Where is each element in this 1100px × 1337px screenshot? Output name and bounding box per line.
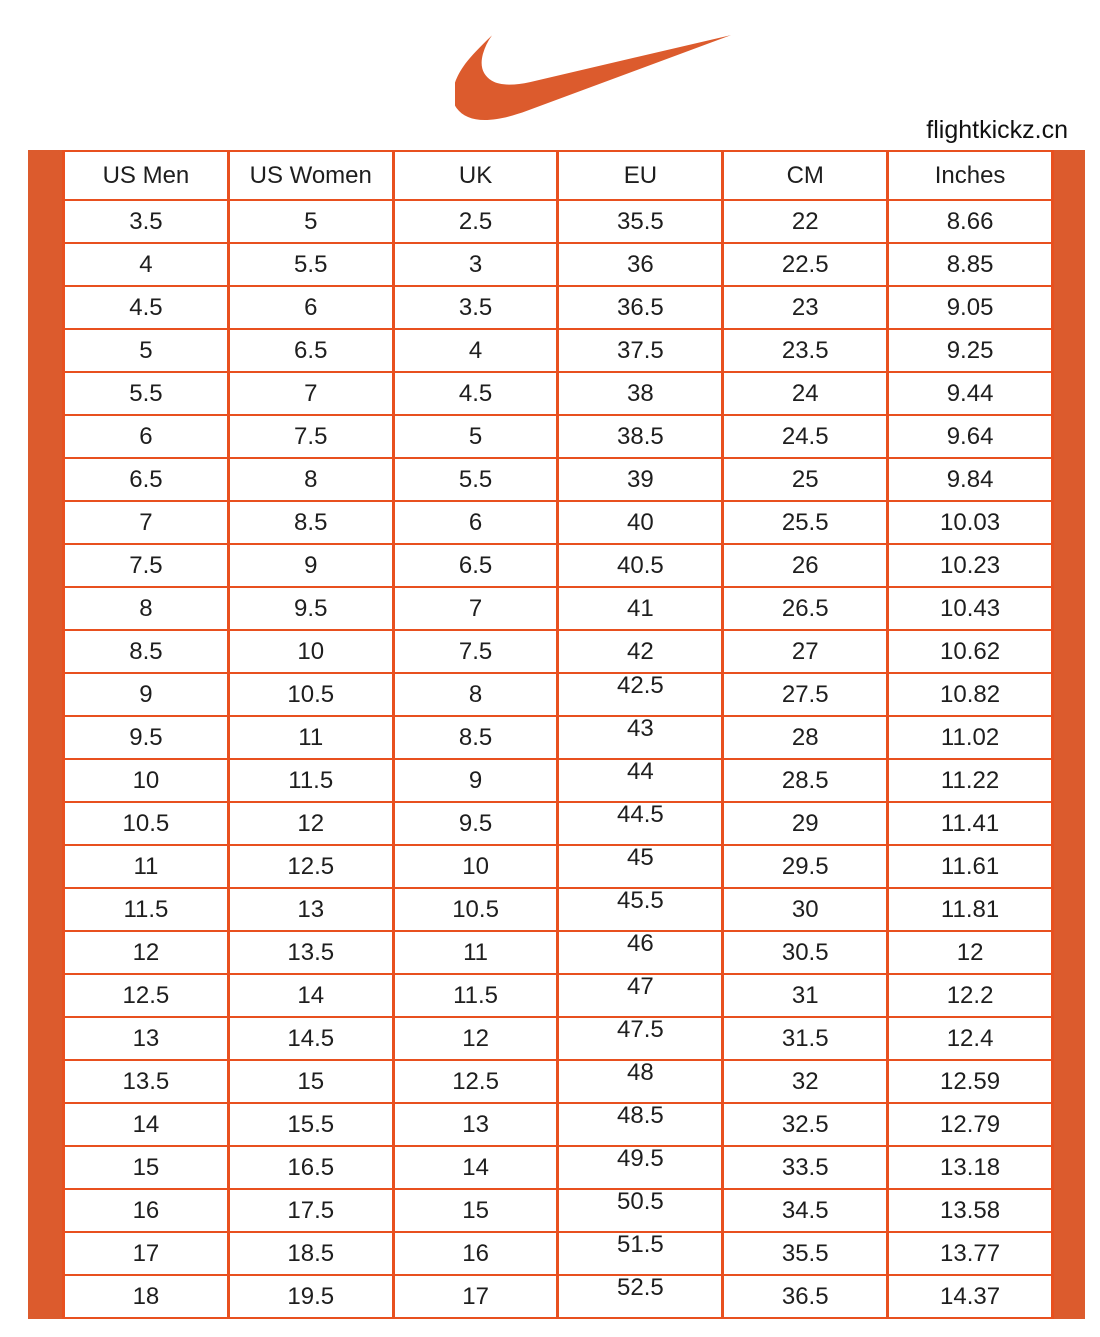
size-cell: 12.5 [228, 845, 393, 888]
size-cell: 16.5 [228, 1146, 393, 1189]
size-cell: 29.5 [723, 845, 888, 888]
size-cell: 24 [723, 372, 888, 415]
size-cell: 24.5 [723, 415, 888, 458]
size-cell: 5.5 [393, 458, 558, 501]
size-row [64, 802, 1053, 845]
size-row [64, 458, 1053, 501]
size-cell: 26.5 [723, 587, 888, 630]
size-cell: 11 [228, 716, 393, 759]
size-cell: 36 [558, 243, 723, 286]
size-cell: 7 [64, 501, 229, 544]
size-cell: 8 [393, 673, 558, 716]
size-cell: 13.5 [64, 1060, 229, 1103]
size-cell: 14 [64, 1103, 229, 1146]
size-cell: 11.81 [888, 888, 1053, 931]
size-cell: 12 [393, 1017, 558, 1060]
size-row [64, 243, 1053, 286]
size-cell: 10.5 [64, 802, 229, 845]
size-cell: 13.58 [888, 1189, 1053, 1232]
size-cell: 28.5 [723, 759, 888, 802]
size-row [64, 544, 1053, 587]
size-cell: 48.5 [558, 1103, 723, 1146]
size-cell: 25 [723, 458, 888, 501]
size-cell: 2.5 [393, 200, 558, 243]
size-row [64, 845, 1053, 888]
size-cell: 35.5 [723, 1232, 888, 1275]
column-header-us-men: US Men [64, 151, 229, 200]
column-header-uk: UK [393, 151, 558, 200]
size-row [64, 1146, 1053, 1189]
size-cell: 9.44 [888, 372, 1053, 415]
size-row [64, 286, 1053, 329]
column-header-inches: Inches [888, 151, 1053, 200]
size-cell: 8.5 [64, 630, 229, 673]
size-cell: 6 [393, 501, 558, 544]
header-row [64, 151, 1053, 200]
size-row [64, 759, 1053, 802]
size-cell: 3.5 [393, 286, 558, 329]
size-cell: 10 [393, 845, 558, 888]
size-cell: 14 [228, 974, 393, 1017]
size-cell: 37.5 [558, 329, 723, 372]
size-cell: 11.5 [393, 974, 558, 1017]
size-cell: 8.66 [888, 200, 1053, 243]
size-cell: 26 [723, 544, 888, 587]
size-cell: 15 [228, 1060, 393, 1103]
size-cell: 12.2 [888, 974, 1053, 1017]
size-cell: 6.5 [64, 458, 229, 501]
size-cell: 33.5 [723, 1146, 888, 1189]
nike-swoosh-icon [455, 27, 731, 121]
size-cell: 11 [393, 931, 558, 974]
size-cell: 9 [228, 544, 393, 587]
size-cell: 11.5 [64, 888, 229, 931]
size-cell: 9.64 [888, 415, 1053, 458]
size-cell: 50.5 [558, 1189, 723, 1232]
size-cell: 22.5 [723, 243, 888, 286]
brand-logo [455, 27, 731, 121]
size-cell: 5 [393, 415, 558, 458]
size-row [64, 673, 1053, 716]
size-cell: 12.59 [888, 1060, 1053, 1103]
size-cell: 17 [64, 1232, 229, 1275]
size-chart-table [62, 150, 1054, 1319]
size-cell: 15 [393, 1189, 558, 1232]
size-cell: 8 [64, 587, 229, 630]
size-cell: 47 [558, 974, 723, 1017]
size-cell: 52.5 [558, 1275, 723, 1318]
column-header-us-women: US Women [228, 151, 393, 200]
size-cell: 28 [723, 716, 888, 759]
size-cell: 23 [723, 286, 888, 329]
size-row [64, 415, 1053, 458]
size-cell: 42 [558, 630, 723, 673]
size-cell: 38 [558, 372, 723, 415]
size-cell: 18.5 [228, 1232, 393, 1275]
size-cell: 11.02 [888, 716, 1053, 759]
size-cell: 12.5 [64, 974, 229, 1017]
size-cell: 5 [228, 200, 393, 243]
size-cell: 13.77 [888, 1232, 1053, 1275]
size-row [64, 974, 1053, 1017]
size-row [64, 1017, 1053, 1060]
size-row [64, 372, 1053, 415]
site-watermark: flightkickz.cn [926, 116, 1068, 144]
size-cell: 6.5 [228, 329, 393, 372]
size-cell: 3 [393, 243, 558, 286]
size-cell: 38.5 [558, 415, 723, 458]
size-cell: 11.41 [888, 802, 1053, 845]
size-cell: 6 [228, 286, 393, 329]
size-row [64, 329, 1053, 372]
size-cell: 7.5 [228, 415, 393, 458]
size-cell: 32.5 [723, 1103, 888, 1146]
size-cell: 12.5 [393, 1060, 558, 1103]
size-cell: 41 [558, 587, 723, 630]
size-cell: 10.82 [888, 673, 1053, 716]
size-cell: 10.5 [228, 673, 393, 716]
size-cell: 12.4 [888, 1017, 1053, 1060]
size-cell: 13 [228, 888, 393, 931]
size-cell: 9.84 [888, 458, 1053, 501]
size-cell: 4 [64, 243, 229, 286]
size-cell: 19.5 [228, 1275, 393, 1318]
size-cell: 46 [558, 931, 723, 974]
size-cell: 29 [723, 802, 888, 845]
size-cell: 10.23 [888, 544, 1053, 587]
size-cell: 35.5 [558, 200, 723, 243]
size-cell: 5.5 [228, 243, 393, 286]
size-cell: 13 [64, 1017, 229, 1060]
size-cell: 12 [888, 931, 1053, 974]
size-cell: 43 [558, 716, 723, 759]
size-row [64, 1060, 1053, 1103]
size-cell: 40.5 [558, 544, 723, 587]
size-cell: 32 [723, 1060, 888, 1103]
size-cell: 31.5 [723, 1017, 888, 1060]
size-cell: 15 [64, 1146, 229, 1189]
size-cell: 23.5 [723, 329, 888, 372]
size-cell: 14 [393, 1146, 558, 1189]
size-row [64, 931, 1053, 974]
size-cell: 27 [723, 630, 888, 673]
size-cell: 5 [64, 329, 229, 372]
size-cell: 14.37 [888, 1275, 1053, 1318]
size-cell: 9.25 [888, 329, 1053, 372]
size-cell: 9.05 [888, 286, 1053, 329]
size-cell: 45 [558, 845, 723, 888]
size-cell: 12 [228, 802, 393, 845]
size-cell: 9.5 [64, 716, 229, 759]
size-cell: 17 [393, 1275, 558, 1318]
size-row [64, 1275, 1053, 1318]
size-cell: 22 [723, 200, 888, 243]
size-cell: 9.5 [393, 802, 558, 845]
size-cell: 4.5 [393, 372, 558, 415]
size-cell: 8.85 [888, 243, 1053, 286]
size-cell: 10.5 [393, 888, 558, 931]
size-cell: 3.5 [64, 200, 229, 243]
size-cell: 48 [558, 1060, 723, 1103]
size-cell: 45.5 [558, 888, 723, 931]
size-cell: 10 [64, 759, 229, 802]
size-cell: 13.5 [228, 931, 393, 974]
size-cell: 5.5 [64, 372, 229, 415]
size-cell: 18 [64, 1275, 229, 1318]
size-row [64, 587, 1053, 630]
size-cell: 8.5 [393, 716, 558, 759]
size-cell: 49.5 [558, 1146, 723, 1189]
size-cell: 8 [228, 458, 393, 501]
size-cell: 31 [723, 974, 888, 1017]
size-row [64, 630, 1053, 673]
size-cell: 30 [723, 888, 888, 931]
size-cell: 11.22 [888, 759, 1053, 802]
size-row [64, 716, 1053, 759]
size-cell: 6 [64, 415, 229, 458]
size-cell: 7 [393, 587, 558, 630]
size-row [64, 1189, 1053, 1232]
size-cell: 7.5 [393, 630, 558, 673]
size-cell: 36.5 [723, 1275, 888, 1318]
size-cell: 34.5 [723, 1189, 888, 1232]
size-cell: 11.5 [228, 759, 393, 802]
column-header-cm: CM [723, 151, 888, 200]
size-cell: 13 [393, 1103, 558, 1146]
size-cell: 13.18 [888, 1146, 1053, 1189]
size-cell: 4.5 [64, 286, 229, 329]
size-cell: 4 [393, 329, 558, 372]
size-cell: 7.5 [64, 544, 229, 587]
size-cell: 30.5 [723, 931, 888, 974]
size-cell: 10.43 [888, 587, 1053, 630]
size-cell: 11.61 [888, 845, 1053, 888]
size-row [64, 1232, 1053, 1275]
size-row [64, 200, 1053, 243]
table-frame [28, 150, 1085, 1319]
size-row [64, 888, 1053, 931]
size-cell: 9.5 [228, 587, 393, 630]
size-cell: 25.5 [723, 501, 888, 544]
size-cell: 16 [64, 1189, 229, 1232]
size-cell: 10 [228, 630, 393, 673]
size-cell: 44.5 [558, 802, 723, 845]
size-cell: 44 [558, 759, 723, 802]
size-cell: 10.03 [888, 501, 1053, 544]
size-cell: 40 [558, 501, 723, 544]
size-row [64, 501, 1053, 544]
size-row [64, 1103, 1053, 1146]
size-cell: 6.5 [393, 544, 558, 587]
size-cell: 42.5 [558, 673, 723, 716]
column-header-eu: EU [558, 151, 723, 200]
size-cell: 47.5 [558, 1017, 723, 1060]
size-cell: 39 [558, 458, 723, 501]
size-cell: 12 [64, 931, 229, 974]
size-cell: 10.62 [888, 630, 1053, 673]
size-cell: 36.5 [558, 286, 723, 329]
size-cell: 11 [64, 845, 229, 888]
size-cell: 9 [64, 673, 229, 716]
size-cell: 14.5 [228, 1017, 393, 1060]
size-cell: 27.5 [723, 673, 888, 716]
size-cell: 16 [393, 1232, 558, 1275]
size-cell: 9 [393, 759, 558, 802]
size-cell: 12.79 [888, 1103, 1053, 1146]
size-cell: 7 [228, 372, 393, 415]
size-cell: 51.5 [558, 1232, 723, 1275]
size-cell: 17.5 [228, 1189, 393, 1232]
size-cell: 15.5 [228, 1103, 393, 1146]
size-cell: 8.5 [228, 501, 393, 544]
